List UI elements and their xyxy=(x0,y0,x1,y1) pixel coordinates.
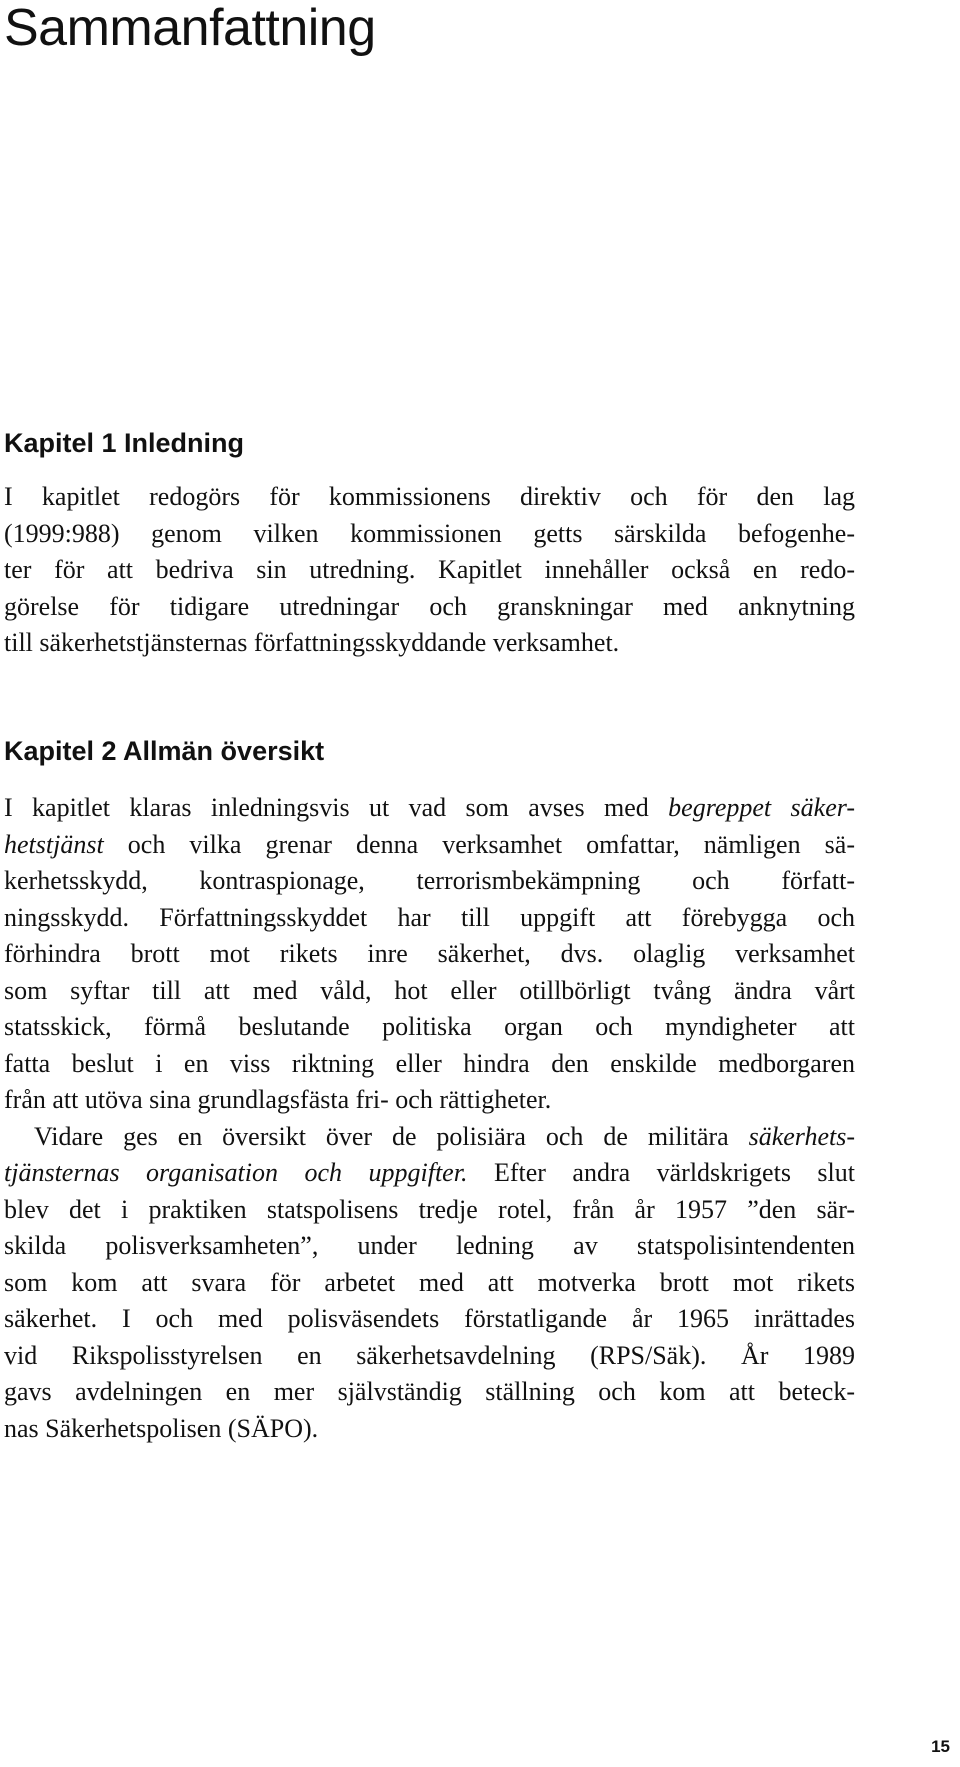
text-run: I kapitlet klaras inledningsvis ut vad som avses med xyxy=(4,793,669,822)
text-line xyxy=(4,1155,855,1192)
text-line xyxy=(4,790,855,827)
text-line: vid Rikspolisstyrelsen en säkerhetsavdelning (RPS/Säk). År 1989 xyxy=(4,1340,855,1370)
text-line xyxy=(4,1119,855,1156)
text-line: (1999:988) genom vilken kommissionen getts särskilda befogenhe- xyxy=(4,518,855,548)
text-line: ter för att bedriva sin utredning. Kapitlet innehåller också en redo- xyxy=(4,555,855,584)
section-heading-kapitel-2: Kapitel 2 Allmän översikt xyxy=(4,736,325,766)
emphasized-term: tjänsternas organisation och uppgifter. xyxy=(4,1158,468,1187)
text-line: gavs avdelningen en mer självständig ställning och kom att beteck- xyxy=(4,1377,855,1406)
text-line xyxy=(4,827,855,864)
text-line: ningsskydd. Författningsskyddet har till uppgift att förebygga och xyxy=(4,902,855,932)
text-line: görelse för tidigare utredningar och granskningar med anknytning xyxy=(4,591,855,621)
text-line: säkerhet. I och med polisväsendets förstatligande år 1965 inrättades xyxy=(4,1304,855,1333)
text-line: fatta beslut i en viss riktning eller hindra den enskilde medborgaren xyxy=(4,1048,855,1078)
text-line: till säkerhetstjänsternas författningsskyddande verksamhet. xyxy=(4,628,620,657)
page-title: Sammanfattning xyxy=(4,0,376,57)
text-line: som kom att svara för arbetet med att motverka brott mot rikets xyxy=(4,1267,855,1297)
text-line: blev det i praktiken statspolisens tredje rotel, från år 1957 ”den sär- xyxy=(4,1194,855,1224)
section-1-paragraph xyxy=(4,479,855,662)
text-line: från att utöva sina grundlagsfästa fri- och rättigheter. xyxy=(4,1085,552,1114)
text-line: I kapitlet redogörs för kommissionens direktiv och för den lag xyxy=(4,482,855,511)
page-number: 15 xyxy=(931,1737,950,1756)
text-line: kerhetsskydd, kontraspionage, terrorismbekämpning och författ- xyxy=(4,866,855,895)
text-line: nas Säkerhetspolisen (SÄPO). xyxy=(4,1413,319,1443)
section-heading-kapitel-1: Kapitel 1 Inledning xyxy=(4,428,245,458)
text-line: förhindra brott mot rikets inre säkerhet, dvs. olaglig verksamhet xyxy=(4,939,855,968)
text-run: Vidare ges en översikt över de polisiära och de militära xyxy=(34,1121,749,1151)
text-line: som syftar till att med våld, hot eller otillbörligt tvång ändra vårt xyxy=(4,975,855,1005)
text-run: och vilka grenar denna verksamhet omfattar, nämligen sä- xyxy=(103,829,855,859)
text-run: Efter andra världskrigets slut xyxy=(467,1158,855,1187)
emphasized-term: hetstjänst xyxy=(4,829,104,859)
emphasized-term: säkerhets- xyxy=(748,1121,855,1151)
text-line: statsskick, förmå beslutande politiska organ och myndigheter att xyxy=(4,1012,855,1041)
text-line: skilda polisverksamheten”, under ledning av statspolisintendenten xyxy=(4,1231,855,1260)
emphasized-term: begreppet säker- xyxy=(668,793,856,822)
section-2-body xyxy=(4,790,855,1447)
